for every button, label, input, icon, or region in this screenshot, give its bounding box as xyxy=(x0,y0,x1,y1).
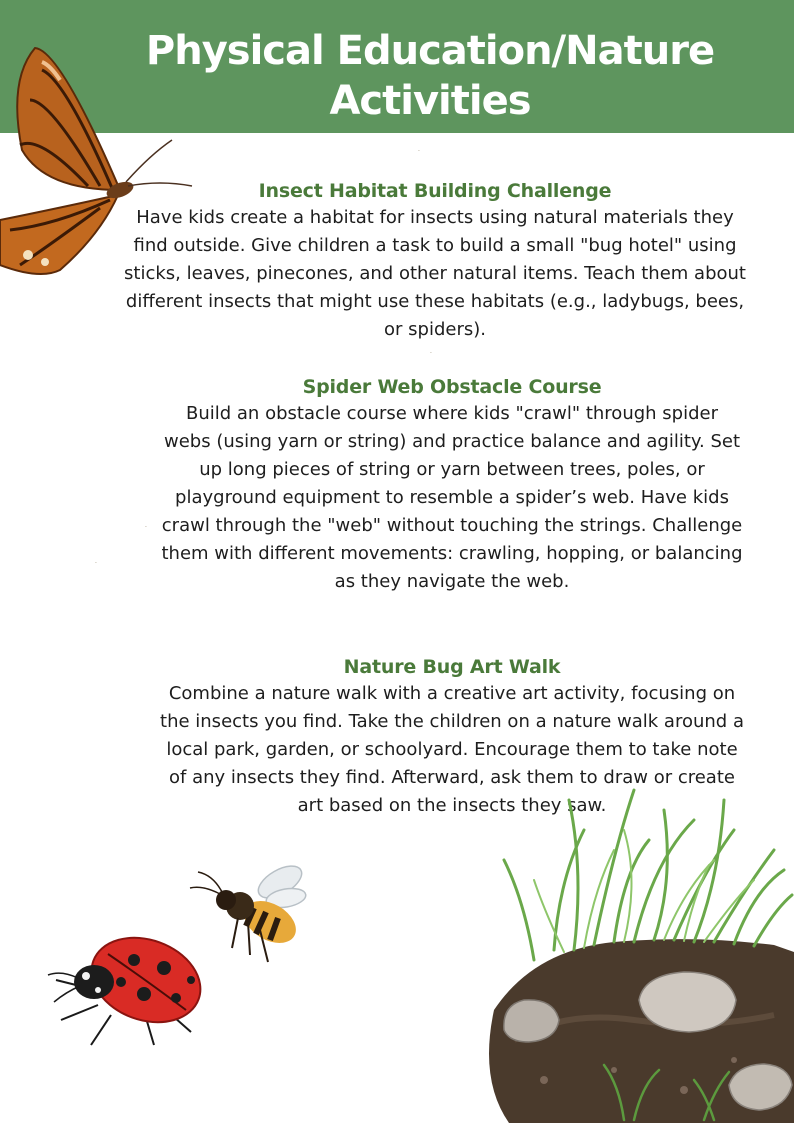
stray-mark: · xyxy=(95,560,97,567)
ladybug-illustration xyxy=(36,920,211,1050)
spider-web-section xyxy=(160,374,744,596)
page-title: Physical Education/Nature Activities xyxy=(145,28,715,124)
section-body: Build an obstacle course where kids "crawl" through spider webs (using yarn or string) and practice balance and agility. Set up long pieces of string or yarn between trees, poles, or playground equipment to resemble a spider’s web. Have kids crawl through the "web" without touching the strings. Challenge them with different movements: crawling, hopping, or balancing as they navigate the web. xyxy=(161,403,743,592)
stray-mark: · xyxy=(430,350,432,357)
section-body: Have kids create a habitat for insects using natural materials they find outside. Give children a task to build a small "bug hotel" using sticks, leaves, pinecones, and other natural items. Teach them about different insects that might use these habitats (e.g., ladybugs, bees, or spiders). xyxy=(124,207,746,340)
section-heading: Insect Habitat Building Challenge xyxy=(258,180,612,202)
stray-mark: · xyxy=(145,524,147,531)
section-body: Combine a nature walk with a creative art activity, focusing on the insects you find. Take the children on a nature walk around a local park, garden, or schoolyard. Encourage them to take note of any insects they find. Afterward, ask them to draw or create art based on the insects they saw. xyxy=(160,683,744,816)
stray-mark: · xyxy=(418,148,420,155)
section-heading: Nature Bug Art Walk xyxy=(343,656,561,678)
section-heading: Spider Web Obstacle Course xyxy=(302,376,602,398)
insect-habitat-section xyxy=(120,178,750,344)
grass-rock-illustration xyxy=(474,680,794,1123)
